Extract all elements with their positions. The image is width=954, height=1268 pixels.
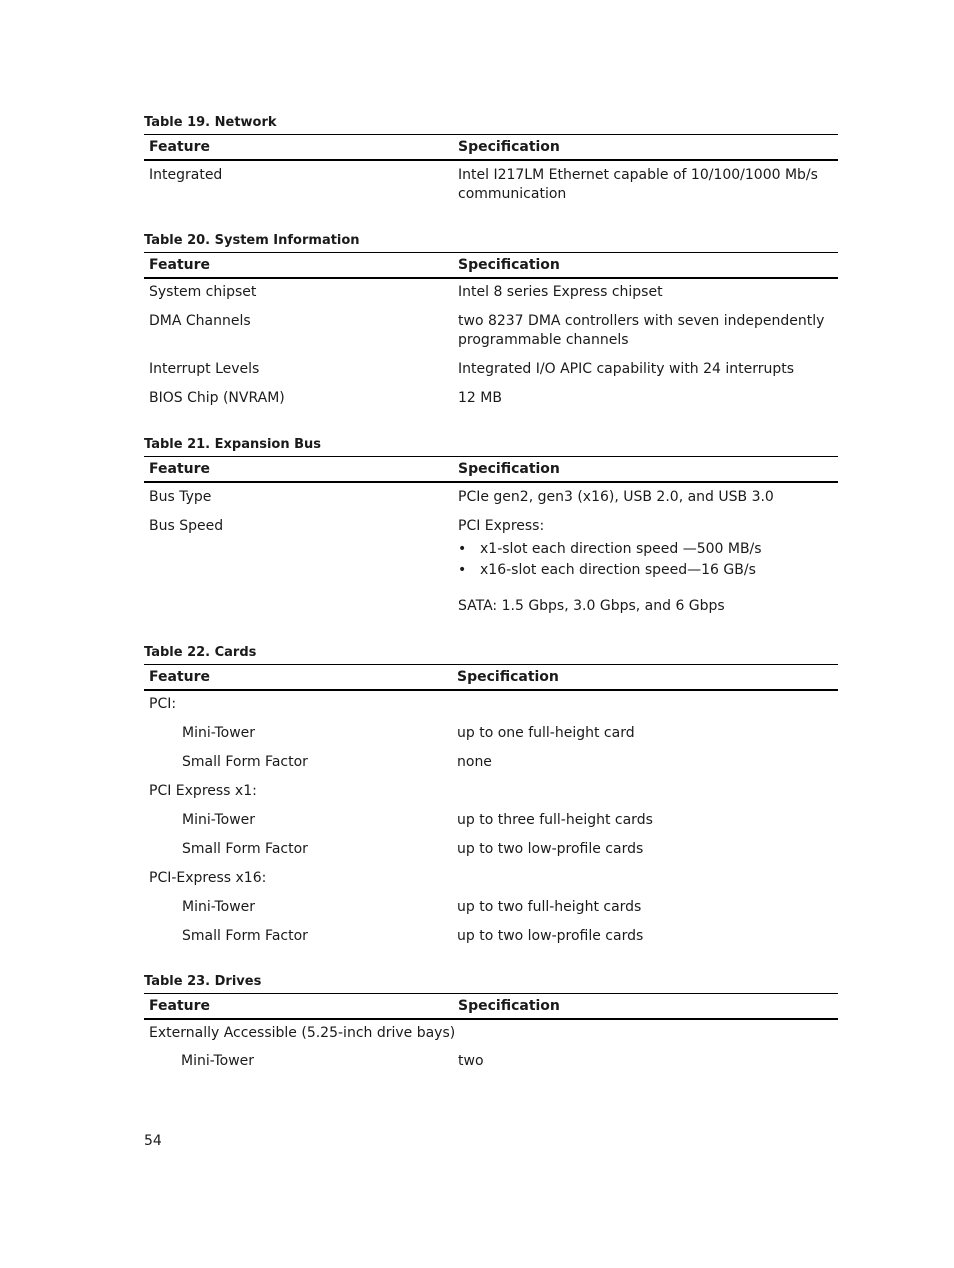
header-specification: Specification	[457, 669, 559, 685]
table-header	[144, 252, 838, 279]
row-spec: 12 MB	[458, 390, 502, 406]
header-feature: Feature	[149, 257, 210, 273]
row-spec: up to two full-height cards	[457, 899, 642, 915]
table-row	[144, 283, 838, 312]
table-row	[144, 517, 838, 617]
table-row	[144, 840, 838, 869]
header-specification: Specification	[458, 139, 560, 155]
header-specification: Specification	[458, 461, 560, 477]
table-system-information	[144, 232, 838, 418]
row-spec: Integrated I/O APIC capability with 24 interrupts	[458, 361, 795, 377]
row-spec: none	[457, 754, 492, 770]
table-header	[144, 134, 838, 161]
table-header	[144, 993, 838, 1020]
group-label: Externally Accessible (5.25-inch drive bays)	[149, 1025, 456, 1041]
row-feature: Small Form Factor	[182, 754, 308, 770]
header-specification: Specification	[458, 257, 560, 273]
header-feature: Feature	[149, 461, 210, 477]
table-caption: Table 21. Expansion Bus	[144, 437, 322, 452]
table-cards	[144, 644, 838, 956]
row-feature: Mini-Tower	[182, 812, 256, 828]
row-spec: up to three full-height cards	[457, 812, 653, 828]
table-caption: Table 19. Network	[144, 115, 277, 130]
list-item: • x16-slot each direction speed—16 GB/s	[458, 561, 828, 582]
table-row	[144, 166, 838, 206]
row-spec: Intel I217LM Ethernet capable of 10/100/1000 Mb/s communication	[458, 167, 818, 202]
pci-express-label: PCI Express:	[458, 518, 545, 534]
row-spec: two 8237 DMA controllers with seven independently programmable channels	[458, 313, 825, 348]
group-label: PCI Express x1:	[149, 783, 257, 799]
table-row	[144, 488, 838, 517]
row-spec: two	[458, 1053, 484, 1069]
table-header	[144, 456, 838, 483]
header-specification: Specification	[458, 998, 560, 1014]
row-feature: Mini-Tower	[181, 1053, 255, 1069]
row-feature: Integrated	[149, 167, 223, 183]
table-drives	[144, 973, 838, 1081]
group-row	[144, 1024, 838, 1052]
group-row	[144, 869, 838, 898]
header-feature: Feature	[149, 139, 210, 155]
page-number: 54	[144, 1133, 162, 1149]
list-item: • x1-slot each direction speed —500 MB/s	[458, 540, 828, 561]
row-spec: up to one full-height card	[457, 725, 635, 741]
table-header	[144, 664, 838, 691]
table-row	[144, 811, 838, 840]
table-row	[144, 312, 838, 360]
header-feature: Feature	[149, 998, 210, 1014]
table-row	[144, 389, 838, 418]
row-feature: System chipset	[149, 284, 257, 300]
row-feature: Mini-Tower	[182, 725, 256, 741]
table-row	[144, 898, 838, 927]
sata-speed: SATA: 1.5 Gbps, 3.0 Gbps, and 6 Gbps	[458, 598, 725, 614]
row-spec: up to two low-profile cards	[457, 928, 644, 944]
row-spec: PCIe gen2, gen3 (x16), USB 2.0, and USB 3.0	[458, 489, 774, 505]
row-feature: Mini-Tower	[182, 899, 256, 915]
row-spec: Intel 8 series Express chipset	[458, 284, 663, 300]
row-feature: Bus Speed	[149, 518, 224, 534]
group-row	[144, 695, 838, 724]
table-caption: Table 20. System Information	[144, 233, 360, 248]
table-row	[144, 724, 838, 753]
row-feature: Bus Type	[149, 489, 212, 505]
row-feature: BIOS Chip (NVRAM)	[149, 390, 285, 406]
table-row	[144, 360, 838, 389]
group-row	[144, 782, 838, 811]
group-label: PCI-Express x16:	[149, 870, 267, 886]
table-caption: Table 23. Drives	[144, 974, 262, 989]
table-caption: Table 22. Cards	[144, 645, 257, 660]
table-network	[144, 114, 838, 206]
table-expansion-bus	[144, 436, 838, 617]
row-feature: DMA Channels	[149, 313, 251, 329]
table-row	[144, 927, 838, 956]
bus-speed-list	[458, 540, 828, 582]
header-feature: Feature	[149, 669, 210, 685]
row-feature: Small Form Factor	[182, 841, 308, 857]
table-row	[144, 1052, 838, 1081]
row-feature: Interrupt Levels	[149, 361, 260, 377]
row-feature: Small Form Factor	[182, 928, 308, 944]
group-label: PCI:	[149, 696, 177, 712]
row-spec: up to two low-profile cards	[457, 841, 644, 857]
table-row	[144, 753, 838, 782]
